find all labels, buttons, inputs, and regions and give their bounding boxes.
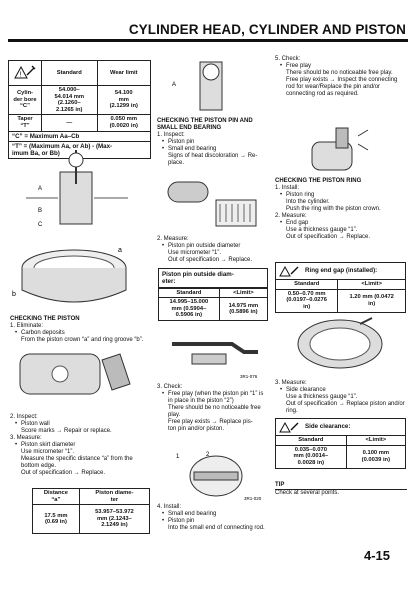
bore-formula-c: “C” = Maximum Aa–Cb: [8, 132, 151, 142]
freeplay-check: [275, 56, 407, 98]
side-clearance-block: [275, 418, 406, 469]
header-rule: [8, 39, 408, 42]
piston-crown-figure: [10, 238, 138, 310]
side-clearance-table: [275, 435, 406, 468]
fig-code-1: 3R1-076: [240, 374, 258, 379]
pin-step4: 4. Install:: [157, 504, 182, 510]
pin-spec-limit: 14.975 mm (0.5896 in): [219, 298, 267, 321]
taper-row-wear: 0.050 mm (0.0020 in): [97, 115, 150, 131]
pin-step3-text: There should be no noticeable free play. Free play exists → Replace pis- ton pin and/or piston.: [168, 405, 261, 432]
pin-spec-h2: <Limit>: [219, 288, 267, 298]
svg-text:2: 2: [206, 452, 210, 458]
bore-row-label: Cylin- der bore “C”: [9, 86, 42, 115]
pin-check: [157, 384, 267, 433]
piston-step1-bullet: • Carbon deposits: [21, 330, 150, 337]
cylinder-bore-figure: [22, 150, 132, 232]
pin-spec-standard: 14.995–15.000 mm (0.5904– 0.5906 in): [159, 298, 220, 321]
pin-spec-title: Piston pin outside diam- eter:: [158, 268, 268, 288]
ring-step2-text: Use a thickness gauge “1”. Out of specification → Replace.: [286, 227, 371, 240]
bore-formula-t: “T” = (Maximum Aa, or Ab) - (Max- imum Ba, or Bb): [8, 142, 151, 159]
piston-step3-bullet: • Piston skirt diameter: [21, 442, 152, 449]
ring-step3: 3. Measure:: [275, 380, 307, 386]
fig-code-2: 3R1-020: [244, 496, 262, 501]
pin-in-piston-figure: [170, 448, 266, 502]
pin-measure: [157, 236, 267, 264]
piston-step3: 3. Measure:: [10, 435, 42, 441]
ring-gap-block: [275, 262, 406, 313]
piston-wall-figure: [10, 346, 138, 404]
check-piston-section: [10, 316, 150, 344]
pin-spec-block: [158, 268, 268, 321]
pin-install: [157, 504, 267, 532]
skirt-col-distance: Distance “a”: [33, 489, 80, 505]
wrench-icon-cell: [9, 61, 42, 86]
ring-step3-text: Use a thickness gauge “1”. Out of specification → Replace piston and/or ring.: [286, 394, 405, 414]
wrench-icon: [279, 421, 301, 433]
ring-step1: 1. Install:: [275, 185, 300, 191]
ring-section: [275, 178, 407, 241]
pin-step4-bullet2: • Piston pin: [168, 518, 267, 525]
ring-gap-limit: 1.20 mm (0.0472 in): [338, 289, 406, 312]
skirt-col-diameter: Piston diame- ter: [79, 489, 149, 505]
piston-step2-bullet: • Piston wall: [21, 421, 152, 428]
piston-step1-text: From the piston crown “a” and ring groove “b”.: [21, 337, 144, 343]
pin-section: [157, 118, 267, 167]
right-step5-bullet: • Free play: [286, 63, 407, 70]
bore-col-wear: Wear limit: [97, 61, 150, 86]
side-clearance-header: [275, 418, 406, 436]
wrench-icon: [13, 64, 37, 80]
small-end-figure: [160, 56, 264, 116]
svg-text:B: B: [38, 208, 43, 214]
piston-step2: 2. Inspect:: [10, 414, 38, 420]
side-clearance: [275, 380, 407, 415]
tip-box: [275, 482, 407, 497]
page-number: 4-15: [364, 548, 391, 563]
ring-gap-title: Ring end gap (installed):: [305, 267, 378, 275]
skirt-distance-value: 17.5 mm (0.69 in): [33, 505, 80, 534]
bore-row-standard: 54.000– 54.014 mm (2.1260– 2.1265 in): [42, 86, 98, 115]
pin-heading: CHECKING THE PISTON PIN AND SMALL END BEARING: [157, 118, 253, 131]
pin-step2: 2. Measure:: [157, 236, 189, 242]
bore-spec-table: [8, 60, 151, 132]
ring-gap-h2: <Limit>: [338, 280, 406, 290]
piston-step3-text: Use micrometer “1”. Measure the specific distance “a” from the bottom edge. Out of specification → Replace.: [21, 449, 133, 476]
side-clearance-title: Side clearance:: [305, 423, 351, 431]
taper-row-standard: —: [42, 115, 98, 131]
svg-text:A: A: [172, 82, 177, 88]
right-step5-text: There should be no noticeable free play. Free play exists → Inspect the connecting rod for wear/Replace the pin and/or connecting rod as required.: [286, 70, 398, 97]
pin-step1: 1. Inspect:: [157, 132, 185, 138]
side-standard: 0.035–0.070 mm (0.0014– 0.0028 in): [276, 445, 347, 468]
ring-step1-bullet: • Piston ring: [286, 192, 407, 199]
pin-spec-h1: Standard: [159, 288, 220, 298]
ring-gap-table: [275, 279, 406, 312]
pin-step4-text: Into the small end of connecting rod.: [168, 525, 265, 531]
ring-gap-header: [275, 262, 406, 280]
check-piston-heading: CHECKING THE PISTON: [10, 316, 80, 322]
page-title: CYLINDER HEAD, CYLINDER AND PISTON: [128, 22, 406, 37]
piston-inspect-measure: [10, 414, 152, 477]
ring-step2: 2. Measure:: [275, 213, 307, 219]
pin-step1-text: Signs of heat discoloration → Re- place.: [168, 153, 258, 166]
rod-freeplay-figure: [292, 122, 388, 178]
piston-step1: 1. Eliminate:: [10, 323, 44, 329]
svg-text:1: 1: [176, 454, 180, 460]
pin-step3: 3. Check:: [157, 384, 183, 390]
svg-text:A: A: [38, 186, 43, 192]
ring-heading: CHECKING THE PISTON RING: [275, 178, 362, 184]
tip-label: TIP: [275, 482, 407, 490]
ring-gap-h1: Standard: [276, 280, 338, 290]
pin-step2-bullet: • Piston pin outside diameter: [168, 243, 267, 250]
pin-step3-bullet: • Free play (when the piston pin “1” is in place in the piston “2”): [168, 391, 267, 405]
pin-step1-bullet1: • Piston pin: [168, 139, 267, 146]
piston-skirt-table: [32, 488, 150, 534]
svg-text:a: a: [118, 247, 122, 254]
right-step5: 5. Check:: [275, 56, 301, 62]
micrometer-figure: [162, 324, 266, 380]
ring-gap-standard: 0.50–0.70 mm (0.0197–0.0276 in): [276, 289, 338, 312]
pin-step1-bullet2: • Small end bearing: [168, 146, 267, 153]
side-h1: Standard: [276, 436, 347, 446]
svg-text:b: b: [12, 291, 16, 298]
bore-col-standard: Standard: [42, 61, 98, 86]
pin-step2-text: Use micrometer “1”. Out of specification → Replace.: [168, 250, 253, 263]
tip-text: Check at several points.: [275, 490, 340, 496]
ring-step1-text: Into the cylinder. Push the ring with the piston crown.: [286, 199, 381, 212]
bore-row-wear: 54.100 mm (2.1299 in): [97, 86, 150, 115]
bore-spec-block: [8, 60, 151, 159]
svg-text:!: !: [19, 71, 22, 79]
svg-text:C: C: [38, 222, 43, 228]
pin-spec-table: [158, 288, 268, 321]
taper-row-label: Taper “T”: [9, 115, 42, 131]
ring-gap-figure: [290, 316, 390, 374]
side-h2: <Limit>: [346, 436, 405, 446]
skirt-diameter-value: 53.957–53.972 mm (2.1243– 2.1249 in): [79, 505, 149, 534]
ring-step2-bullet: • End gap: [286, 220, 407, 227]
pin-bearing-figure: [162, 176, 266, 232]
piston-step2-text: Score marks → Repair or replace.: [21, 428, 112, 434]
pin-step4-bullet1: • Small end bearing: [168, 511, 267, 518]
ring-step3-bullet: • Side clearance: [286, 387, 407, 394]
side-limit: 0.100 mm (0.0039 in): [346, 445, 405, 468]
wrench-icon: [279, 265, 301, 277]
